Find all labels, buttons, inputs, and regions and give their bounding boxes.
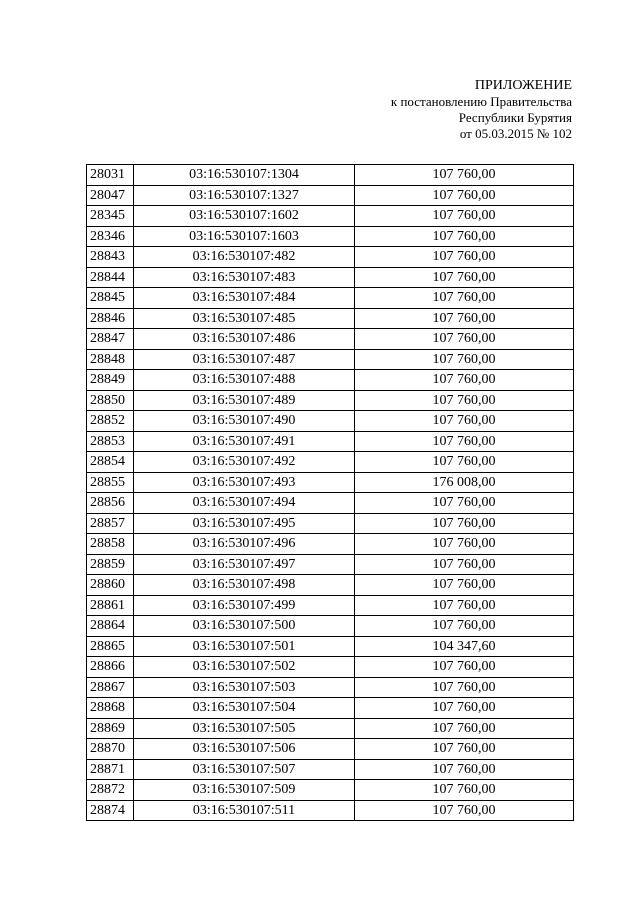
table-row <box>87 698 574 719</box>
table-row <box>87 431 574 452</box>
cadastral-value-cell: 176 008,00 <box>355 472 574 493</box>
cadastral-number-cell: 03:16:530107:1603 <box>134 226 355 247</box>
cadastral-number-cell: 03:16:530107:503 <box>134 677 355 698</box>
row-number-cell: 28865 <box>87 636 134 657</box>
cadastral-value-cell: 107 760,00 <box>355 780 574 801</box>
table-row <box>87 595 574 616</box>
cadastral-number-cell: 03:16:530107:492 <box>134 452 355 473</box>
table-row <box>87 718 574 739</box>
cadastral-value-cell: 104 347,60 <box>355 636 574 657</box>
row-number-cell: 28868 <box>87 698 134 719</box>
row-number-cell: 28858 <box>87 534 134 555</box>
cadastral-value-cell: 107 760,00 <box>355 554 574 575</box>
cadastral-number-cell: 03:16:530107:494 <box>134 493 355 514</box>
row-number-cell: 28845 <box>87 288 134 309</box>
table-row <box>87 739 574 760</box>
cadastral-number-cell: 03:16:530107:509 <box>134 780 355 801</box>
cadastral-value-cell: 107 760,00 <box>355 452 574 473</box>
cadastral-number-cell: 03:16:530107:1304 <box>134 165 355 186</box>
cadastral-value-cell: 107 760,00 <box>355 329 574 350</box>
row-number-cell: 28850 <box>87 390 134 411</box>
cadastral-number-cell: 03:16:530107:482 <box>134 247 355 268</box>
row-number-cell: 28867 <box>87 677 134 698</box>
resolution-reference: к постановлению Правительства <box>390 94 572 109</box>
table-row <box>87 513 574 534</box>
row-number-cell: 28861 <box>87 595 134 616</box>
row-number-cell: 28854 <box>87 452 134 473</box>
row-number-cell: 28853 <box>87 431 134 452</box>
cadastral-number-cell: 03:16:530107:504 <box>134 698 355 719</box>
cadastral-value-cell: 107 760,00 <box>355 759 574 780</box>
cadastral-number-cell: 03:16:530107:506 <box>134 739 355 760</box>
row-number-cell: 28872 <box>87 780 134 801</box>
cadastral-number-cell: 03:16:530107:490 <box>134 411 355 432</box>
cadastral-value-cell: 107 760,00 <box>355 390 574 411</box>
table-row <box>87 226 574 247</box>
table-row <box>87 329 574 350</box>
table-row <box>87 267 574 288</box>
table-row <box>87 636 574 657</box>
table-row <box>87 370 574 391</box>
row-number-cell: 28869 <box>87 718 134 739</box>
table-row <box>87 390 574 411</box>
cadastral-value-cell: 107 760,00 <box>355 185 574 206</box>
cadastral-value-cell: 107 760,00 <box>355 718 574 739</box>
cadastral-number-cell: 03:16:530107:483 <box>134 267 355 288</box>
cadastral-value-cell: 107 760,00 <box>355 657 574 678</box>
table-row <box>87 575 574 596</box>
row-number-cell: 28859 <box>87 554 134 575</box>
cadastral-number-cell: 03:16:530107:499 <box>134 595 355 616</box>
cadastral-value-cell: 107 760,00 <box>355 226 574 247</box>
row-number-cell: 28849 <box>87 370 134 391</box>
cadastral-number-cell: 03:16:530107:497 <box>134 554 355 575</box>
cadastral-value-cell: 107 760,00 <box>355 800 574 821</box>
table-row <box>87 780 574 801</box>
resolution-date-number: от 05.03.2015 № 102 <box>459 126 572 141</box>
row-number-cell: 28866 <box>87 657 134 678</box>
row-number-cell: 28844 <box>87 267 134 288</box>
cadastral-number-cell: 03:16:530107:496 <box>134 534 355 555</box>
table-row <box>87 206 574 227</box>
cadastral-value-cell: 107 760,00 <box>355 431 574 452</box>
table-row <box>87 308 574 329</box>
table-row <box>87 493 574 514</box>
cadastral-value-cell: 107 760,00 <box>355 349 574 370</box>
cadastral-value-cell: 107 760,00 <box>355 595 574 616</box>
table-row <box>87 472 574 493</box>
cadastral-value-cell: 107 760,00 <box>355 411 574 432</box>
cadastral-number-cell: 03:16:530107:505 <box>134 718 355 739</box>
cadastral-number-cell: 03:16:530107:501 <box>134 636 355 657</box>
table-row <box>87 800 574 821</box>
table-row <box>87 288 574 309</box>
cadastral-number-cell: 03:16:530107:511 <box>134 800 355 821</box>
row-number-cell: 28031 <box>87 165 134 186</box>
row-number-cell: 28860 <box>87 575 134 596</box>
cadastral-number-cell: 03:16:530107:485 <box>134 308 355 329</box>
document-header <box>391 78 572 142</box>
row-number-cell: 28871 <box>87 759 134 780</box>
table-row <box>87 452 574 473</box>
cadastral-number-cell: 03:16:530107:484 <box>134 288 355 309</box>
cadastral-number-cell: 03:16:530107:495 <box>134 513 355 534</box>
cadastral-value-cell: 107 760,00 <box>355 534 574 555</box>
row-number-cell: 28855 <box>87 472 134 493</box>
table-row <box>87 534 574 555</box>
cadastral-number-cell: 03:16:530107:1602 <box>134 206 355 227</box>
row-number-cell: 28846 <box>87 308 134 329</box>
cadastral-value-cell: 107 760,00 <box>355 247 574 268</box>
row-number-cell: 28864 <box>87 616 134 637</box>
cadastral-value-cell: 107 760,00 <box>355 616 574 637</box>
cadastral-number-cell: 03:16:530107:500 <box>134 616 355 637</box>
cadastral-value-cell: 107 760,00 <box>355 513 574 534</box>
cadastral-number-cell: 03:16:530107:507 <box>134 759 355 780</box>
cadastral-value-cell: 107 760,00 <box>355 575 574 596</box>
cadastral-number-cell: 03:16:530107:1327 <box>134 185 355 206</box>
cadastral-number-cell: 03:16:530107:486 <box>134 329 355 350</box>
appendix-title: ПРИЛОЖЕНИЕ <box>474 78 572 93</box>
cadastral-value-cell: 107 760,00 <box>355 698 574 719</box>
cadastral-value-cell: 107 760,00 <box>355 165 574 186</box>
row-number-cell: 28847 <box>87 329 134 350</box>
cadastral-number-cell: 03:16:530107:489 <box>134 390 355 411</box>
row-number-cell: 28346 <box>87 226 134 247</box>
table-body <box>87 165 574 821</box>
cadastral-value-cell: 107 760,00 <box>355 739 574 760</box>
cadastral-value-cell: 107 760,00 <box>355 677 574 698</box>
cadastral-value-cell: 107 760,00 <box>355 308 574 329</box>
row-number-cell: 28047 <box>87 185 134 206</box>
table-row <box>87 247 574 268</box>
cadastral-number-cell: 03:16:530107:498 <box>134 575 355 596</box>
row-number-cell: 28874 <box>87 800 134 821</box>
cadastral-number-cell: 03:16:530107:502 <box>134 657 355 678</box>
table-row <box>87 616 574 637</box>
row-number-cell: 28870 <box>87 739 134 760</box>
table-row <box>87 677 574 698</box>
cadastral-value-cell: 107 760,00 <box>355 206 574 227</box>
table-row <box>87 411 574 432</box>
cadastral-value-cell: 107 760,00 <box>355 493 574 514</box>
row-number-cell: 28848 <box>87 349 134 370</box>
table-row <box>87 759 574 780</box>
table-row <box>87 165 574 186</box>
table-row <box>87 657 574 678</box>
table-row <box>87 554 574 575</box>
cadastral-value-cell: 107 760,00 <box>355 267 574 288</box>
cadastral-number-cell: 03:16:530107:488 <box>134 370 355 391</box>
row-number-cell: 28345 <box>87 206 134 227</box>
row-number-cell: 28857 <box>87 513 134 534</box>
cadastral-number-cell: 03:16:530107:491 <box>134 431 355 452</box>
cadastral-number-cell: 03:16:530107:493 <box>134 472 355 493</box>
cadastral-value-table <box>86 164 574 821</box>
table-row <box>87 349 574 370</box>
cadastral-value-cell: 107 760,00 <box>355 370 574 391</box>
cadastral-number-cell: 03:16:530107:487 <box>134 349 355 370</box>
row-number-cell: 28852 <box>87 411 134 432</box>
row-number-cell: 28856 <box>87 493 134 514</box>
government-name: Республики Бурятия <box>458 110 572 125</box>
table-row <box>87 185 574 206</box>
cadastral-value-cell: 107 760,00 <box>355 288 574 309</box>
row-number-cell: 28843 <box>87 247 134 268</box>
